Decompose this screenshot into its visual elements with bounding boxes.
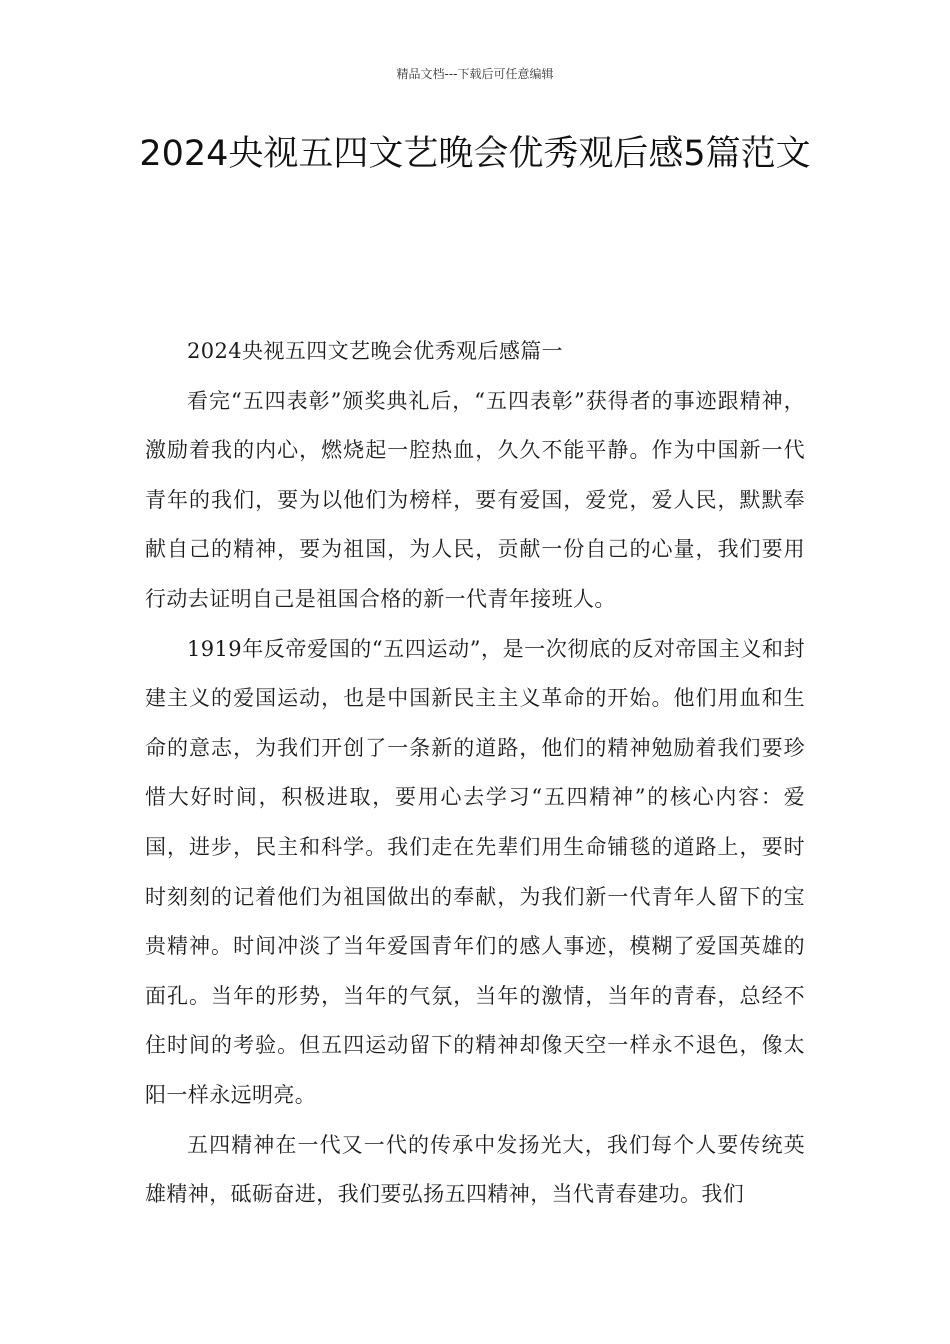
document-title: 2024央视五四文艺晚会优秀观后感5篇范文	[139, 134, 811, 174]
paragraph-3: 五四精神在一代又一代的传承中发扬光大，我们每个人要传统英雄精神，砥砺奋进，我们要弘扬五四精神，当代青春建功。我们	[145, 1132, 805, 1207]
document-body	[145, 327, 805, 1220]
header-note: 精品文档---下载后可任意编辑	[396, 67, 554, 81]
paragraph-1: 看完“五四表彰”颁奖典礼后，“五四表彰”获得者的事迹跟精神，激励着我的内心，燃烧起一腔热血，久久不能平静。作为中国新一代青年的我们，要为以他们为榜样，要有爱国，爱党，爱人民，默默奉献自己的精神，要为祖国，为人民，贡献一份自己的心量，我们要用行动去证明自己是祖国合格的新一代青年接班人。	[145, 388, 805, 611]
section-heading: 2024央视五四文艺晚会优秀观后感篇一	[187, 339, 564, 363]
paragraph-2: 1919年反帝爱国的“五四运动”，是一次彻底的反对帝国主义和封建主义的爱国运动，也是中国新民主主义革命的开始。他们用血和生命的意志，为我们开创了一条新的道路，他们的精神勉励着我们要珍惜大好时间，积极进取，要用心去学习“五四精神”的核心内容：爱国，进步，民主和科学。我们走在先辈们用生命铺毯的道路上，要时时刻刻的记着他们为祖国做出的奉献，为我们新一代青年人留下的宝贵精神。时间冲淡了当年爱国青年们的感人事迹，模糊了爱国英雄的面孔。当年的形势，当年的气氛，当年的激情，当年的青春，总经不住时间的考验。但五四运动留下的精神却像天空一样永不退色，像太阳一样永远明亮。	[145, 636, 805, 1107]
